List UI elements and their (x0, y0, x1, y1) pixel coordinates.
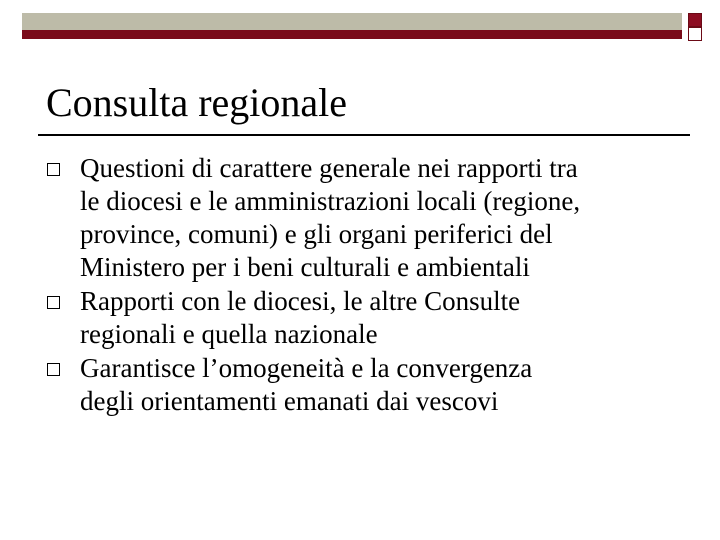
bullet-list (80, 152, 692, 419)
hollow-square-bullet-icon (47, 163, 60, 176)
title-divider (38, 134, 690, 136)
corner-square-filled-icon (688, 13, 702, 27)
bullet-item (80, 352, 692, 418)
bullet-item (80, 285, 692, 351)
bullet-text-line: Ministero per i beni culturali e ambientali (80, 252, 530, 282)
bullet-text-line: regionali e quella nazionale (80, 319, 378, 349)
bullet-text-line: province, comuni) e gli organi periferici del (80, 219, 553, 249)
bullet-text-line: le diocesi e le amministrazioni locali (regione, (80, 186, 581, 216)
bullet-text-line: degli orientamenti emanati dai vescovi (80, 386, 499, 416)
bullet-item (80, 152, 692, 284)
slide-title: Consulta regionale (46, 80, 348, 125)
bullet-text-line: Rapporti con le diocesi, le altre Consulte (80, 286, 521, 316)
bullet-text-line: Questioni di carattere generale nei rapporti tra (80, 153, 578, 183)
header-band-stripe (22, 30, 682, 39)
bullet-text-line: Garantisce l’omogeneità e la convergenza (80, 353, 533, 383)
corner-square-outline-icon (688, 27, 702, 41)
hollow-square-bullet-icon (47, 363, 60, 376)
hollow-square-bullet-icon (47, 296, 60, 309)
